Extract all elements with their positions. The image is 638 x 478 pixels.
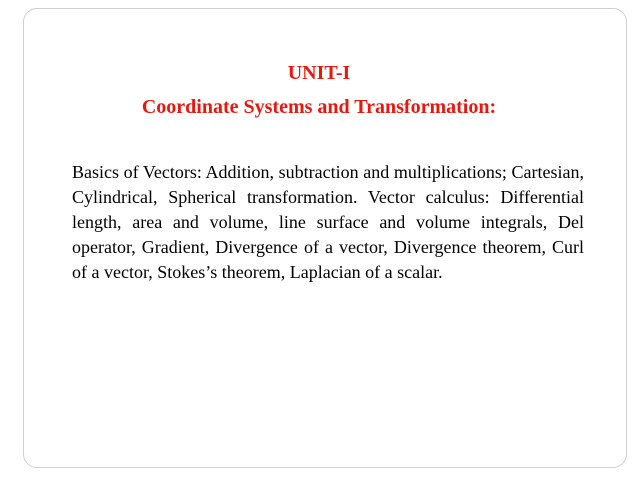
unit-title: UNIT-I: [287, 62, 351, 84]
unit-subtitle: Coordinate Systems and Transformation:: [141, 96, 497, 118]
syllabus-paragraph: Basics of Vectors: Addition, subtraction and multiplications; Cartesian, Cylindrical, Spherical transformation. Vector calculus: Differential length, area and volume, line surface and volume integrals, Del operator, Gradient, Divergence of a vector, Divergence theorem, Curl of a vector, Stokes’s theorem, Laplacian of a scalar.: [72, 162, 584, 282]
